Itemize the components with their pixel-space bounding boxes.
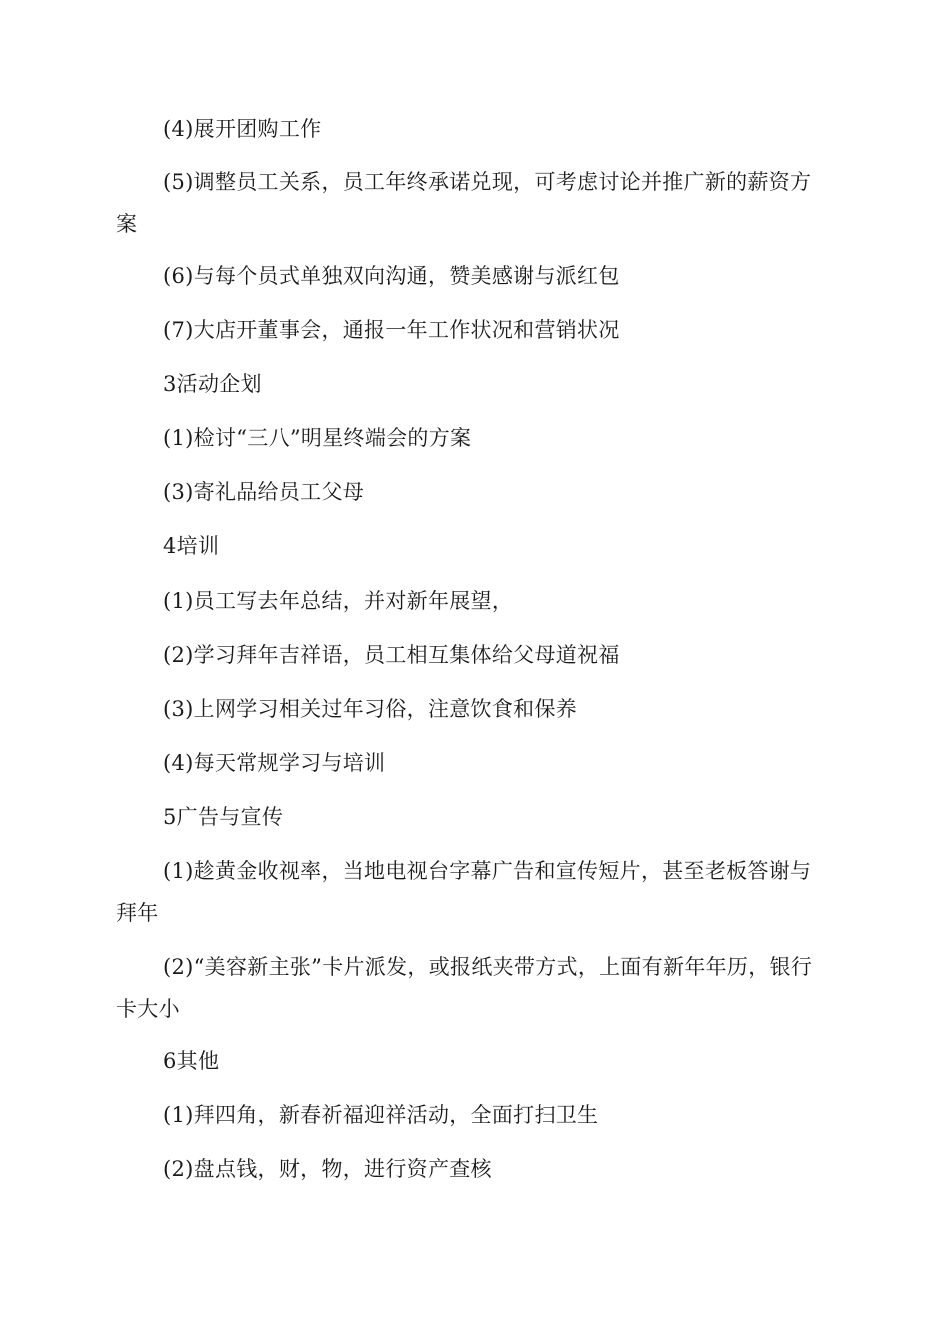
paragraph-training-3: (3)上网学习相关过年习俗，注意饮食和保养 [163, 697, 578, 721]
paragraph-training-4: (4)每天常规学习与培训 [163, 751, 386, 775]
paragraph-activity-3: (3)寄礼品给员工父母 [163, 480, 365, 504]
paragraph-item-7-board-meeting: (7)大店开董事会，通报一年工作状况和营销状况 [163, 318, 620, 342]
section-heading-activity-planning: 3活动企划 [163, 372, 262, 396]
paragraph-training-1: (1)员工写去年总结，并对新年展望， [163, 589, 514, 613]
paragraph-activity-1: (1)检讨“三八”明星终端会的方案 [163, 426, 472, 450]
paragraph-other-1: (1)拜四角，新春祈福迎祥活动，全面打扫卫生 [163, 1103, 599, 1127]
section-heading-training: 4培训 [163, 534, 220, 558]
section-heading-advertising: 5广告与宣传 [163, 805, 284, 829]
paragraph-item-5-staff-relations: (5)调整员工关系，员工年终承诺兑现，可考虑讨论并推广新的薪资方案 [116, 170, 812, 236]
section-heading-other: 6其他 [163, 1049, 220, 1073]
paragraph-item-4-group-buying: (4)展开团购工作 [163, 117, 322, 141]
paragraph-item-6-communication: (6)与每个员式单独双向沟通，赞美感谢与派红包 [163, 264, 620, 288]
paragraph-advertising-2: (2)“美容新主张”卡片派发，或报纸夹带方式，上面有新年年历，银行卡大小 [116, 955, 813, 1021]
paragraph-other-2: (2)盘点钱，财，物，进行资产查核 [163, 1157, 492, 1181]
paragraph-advertising-1: (1)趁黄金收视率，当地电视台字幕广告和宣传短片，甚至老板答谢与拜年 [116, 859, 812, 925]
paragraph-training-2: (2)学习拜年吉祥语，员工相互集体给父母道祝福 [163, 643, 620, 667]
